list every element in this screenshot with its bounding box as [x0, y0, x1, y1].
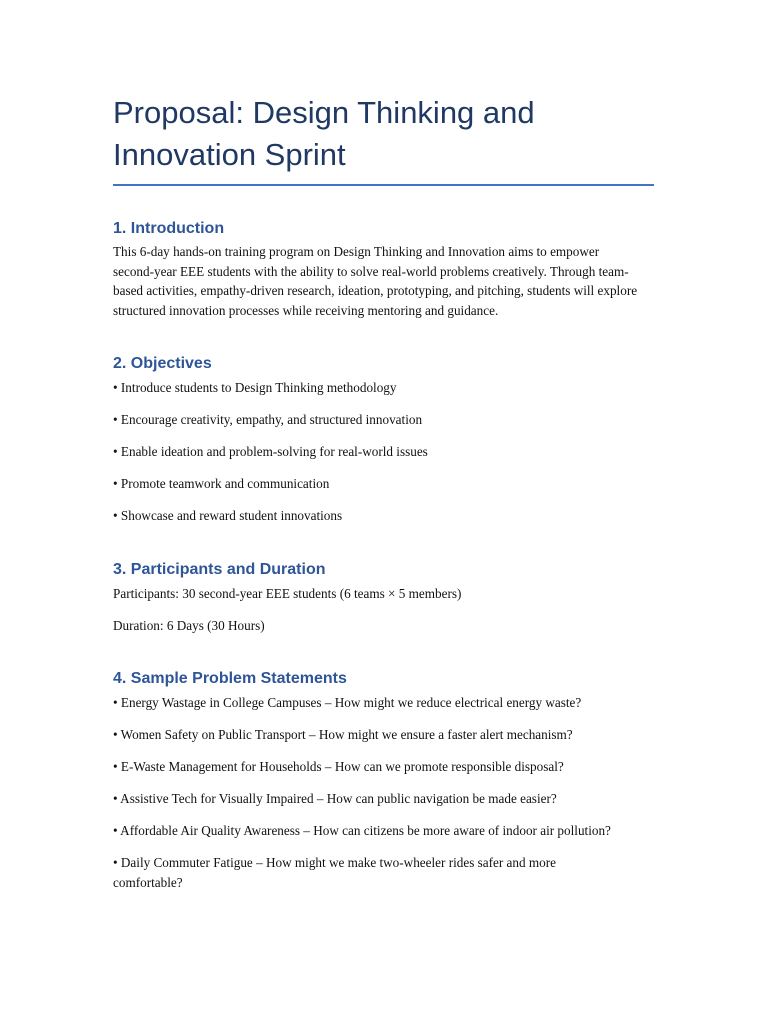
participants-text: Participants: 30 second-year EEE students (6 teams × 5 members) — [113, 585, 462, 601]
problem-statement-item: • Daily Commuter Fatigue – How might we make two-wheeler rides safer and more comfortable? — [113, 855, 556, 890]
duration-text: Duration: 6 Days (30 Hours) — [113, 617, 265, 633]
objective-item: • Promote teamwork and communication — [113, 476, 330, 491]
problem-statement-item: • E-Waste Management for Households – How can we promote responsible disposal? — [113, 759, 564, 774]
objective-item: • Enable ideation and problem-solving for real-world issues — [113, 444, 428, 459]
problem-statements-list — [113, 693, 655, 892]
objective-item: • Showcase and reward student innovations — [113, 508, 343, 523]
page-title: Proposal: Design Thinking and Innovation Sprint — [113, 95, 535, 172]
problem-statement-item: • Affordable Air Quality Awareness – How can citizens be more aware of indoor air pollution? — [113, 823, 611, 838]
participants-block — [113, 584, 655, 636]
problem-statement-item: • Women Safety on Public Transport – How might we ensure a faster alert mechanism? — [113, 727, 573, 742]
objective-item: • Introduce students to Design Thinking methodology — [113, 380, 397, 395]
objectives-list — [113, 378, 655, 526]
problem-statement-item: • Energy Wastage in College Campuses – How might we reduce electrical energy waste? — [113, 695, 582, 710]
section-heading-problems: 4. Sample Problem Statements — [113, 670, 347, 687]
section-heading-participants: 3. Participants and Duration — [113, 560, 326, 578]
section-heading-objectives: 2. Objectives — [113, 355, 212, 372]
problem-statement-item: • Assistive Tech for Visually Impaired – How can public navigation be made easier? — [113, 791, 557, 806]
introduction-paragraph: This 6-day hands-on training program on Design Thinking and Innovation aims to empower second-year EEE students with the ability to solve real-world problems creatively. Through team-based activities, empathy-driven research, ideation, prototyping, and pitching, students will explore structured innovation processes while receiving mentoring and guidance. — [113, 244, 638, 318]
objective-item: • Encourage creativity, empathy, and structured innovation — [113, 412, 423, 427]
title-divider — [113, 184, 654, 186]
section-heading-introduction: 1. Introduction — [113, 220, 225, 237]
